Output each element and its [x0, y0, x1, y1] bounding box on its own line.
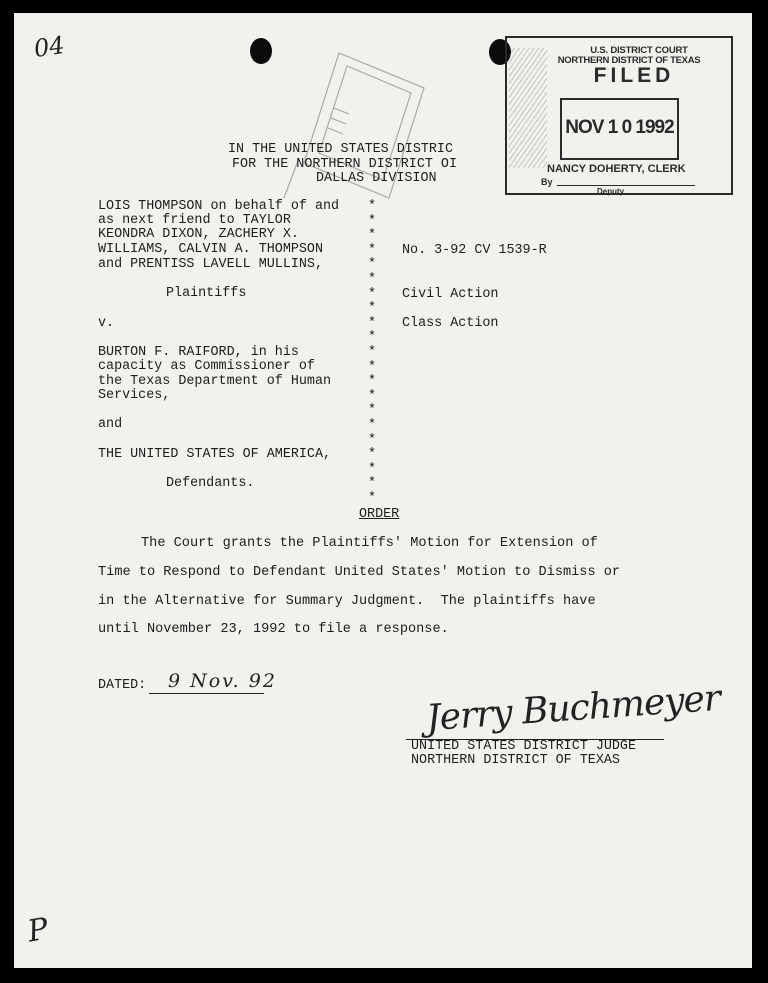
caption-asterisk: *	[368, 418, 377, 433]
faint-received-stamp	[279, 48, 429, 218]
caption-asterisk: *	[368, 257, 377, 273]
punch-hole-left	[250, 38, 272, 64]
plaintiffs-line-3: KEONDRA DIXON, ZACHERY X.	[98, 227, 299, 242]
plaintiffs-line-5: and PRENTISS LAVELL MULLINS,	[98, 257, 323, 272]
judge-title-line-2: NORTHERN DISTRICT OF TEXAS	[411, 753, 620, 768]
stamp-date: NOV 1 0 1992	[565, 117, 674, 138]
caption-asterisk: *	[368, 491, 377, 506]
stamp-filed: FILED	[593, 64, 675, 87]
case-number: No. 3-92 CV 1539-R	[402, 243, 547, 258]
class-action: Class Action	[402, 316, 499, 331]
defendant1-line-4: Services,	[98, 388, 171, 403]
caption-asterisk: *	[368, 213, 377, 229]
caption-asterisk: *	[368, 199, 377, 214]
order-body-line-3: in the Alternative for Summary Judgment. The plaintiffs have	[98, 594, 596, 609]
order-body-line-2: Time to Respond to Defendant United States' Motion to Dismiss or	[98, 565, 621, 580]
caption-asterisk: *	[368, 301, 377, 317]
stamp-clerk: NANCY DOHERTY, CLERK	[547, 163, 686, 175]
judge-title-line-1: UNITED STATES DISTRICT JUDGE	[411, 739, 636, 754]
stamp-by: By	[541, 177, 553, 187]
header-line-1: IN THE UNITED STATES DISTRIC	[228, 142, 453, 157]
defendant1-line-1: BURTON F. RAIFORD, in his	[98, 345, 299, 360]
caption-asterisk: *	[368, 330, 377, 346]
defendant2: THE UNITED STATES OF AMERICA,	[98, 447, 332, 462]
margin-mark-bottom: P	[25, 911, 52, 950]
versus: v.	[98, 316, 115, 331]
civil-action: Civil Action	[402, 287, 499, 302]
margin-mark-top: 04	[32, 31, 67, 63]
stamp-deputy: Deputy	[597, 187, 625, 196]
caption-asterisk: *	[368, 447, 377, 463]
document-page	[14, 13, 752, 968]
caption-asterisk: *	[368, 272, 377, 287]
dated-value: 9 Nov. 92	[168, 670, 277, 692]
dated-label: DATED:	[98, 678, 147, 693]
stamp-date-box	[560, 98, 679, 160]
filed-stamp	[505, 36, 733, 195]
caption-asterisk: *	[368, 432, 377, 448]
dated-line	[149, 693, 264, 694]
caption-asterisk: *	[368, 461, 377, 477]
caption-asterisk: *	[368, 242, 377, 258]
header-line-3: DALLAS DIVISION	[316, 171, 437, 186]
plaintiffs-line-4: WILLIAMS, CALVIN A. THOMPSON	[98, 242, 323, 257]
caption-asterisk: *	[368, 315, 377, 331]
plaintiffs-line-1: LOIS THOMPSON on behalf of and	[98, 199, 340, 214]
defendant1-line-2: capacity as Commissioner of	[98, 359, 315, 374]
caption-asterisk: *	[368, 476, 377, 492]
order-body-line-1: The Court grants the Plaintiffs' Motion for Extension of	[141, 536, 598, 551]
caption-asterisk: *	[368, 403, 377, 419]
judge-signature: Jerry Buchmeyer	[424, 677, 722, 740]
caption-asterisk: *	[368, 359, 377, 375]
defendants-label: Defendants.	[166, 476, 255, 491]
stamp-by-line	[557, 185, 695, 186]
plaintiffs-label: Plaintiffs	[166, 286, 247, 301]
order-body-line-4: until November 23, 1992 to file a response.	[98, 622, 449, 637]
caption-asterisk: *	[368, 345, 377, 360]
caption-asterisk: *	[368, 374, 377, 390]
stamp-court: U.S. DISTRICT COURT	[590, 45, 688, 56]
and-label: and	[98, 417, 123, 432]
stamp-district: NORTHERN DISTRICT OF TEXAS	[557, 55, 701, 66]
defendant1-line-3: the Texas Department of Human	[98, 374, 332, 389]
caption-asterisk: *	[368, 388, 377, 404]
caption-asterisk: *	[368, 286, 377, 302]
plaintiffs-line-2: as next friend to TAYLOR	[98, 213, 291, 228]
order-title: ORDER	[359, 507, 400, 522]
header-line-2: FOR THE NORTHERN DISTRICT OI	[232, 157, 457, 172]
caption-asterisk: *	[368, 228, 377, 244]
